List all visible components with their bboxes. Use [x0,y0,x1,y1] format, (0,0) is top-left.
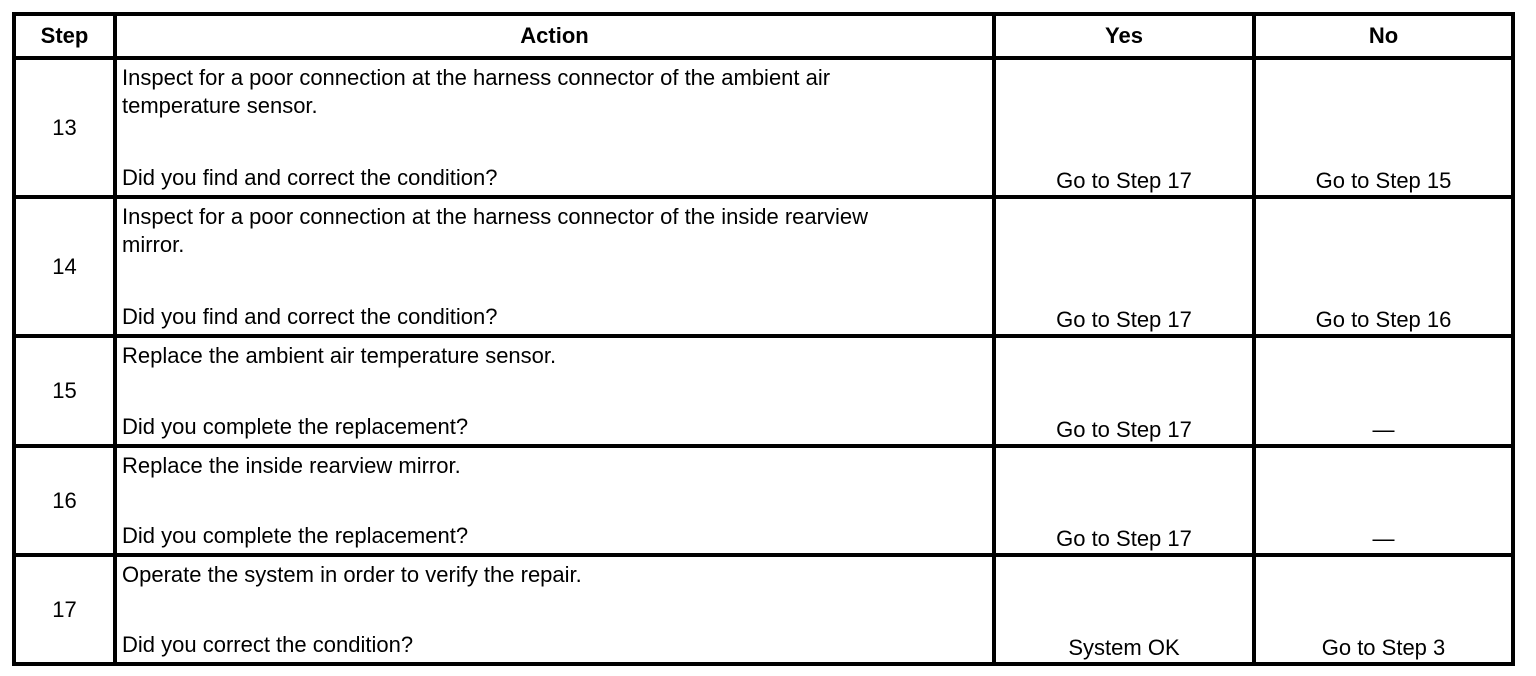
yes-result: Go to Step 17 [994,446,1254,555]
table-row [14,197,1513,336]
action-instruction: Inspect for a poor connection at the harness connector of the inside rearview mirror. [122,204,868,257]
action-cell [115,555,994,664]
step-number: 14 [14,197,115,336]
yes-result: Go to Step 17 [994,197,1254,336]
diagnostic-table [12,12,1515,666]
action-question: Did you correct the condition? [122,632,414,657]
action-instruction: Replace the ambient air temperature sensor. [122,343,557,368]
yes-result: Go to Step 17 [994,336,1254,446]
no-result: — [1254,336,1513,446]
step-number: 15 [14,336,115,446]
action-instruction: Operate the system in order to verify the repair. [122,562,582,587]
action-question: Did you complete the replacement? [122,414,469,439]
step-number: 17 [14,555,115,664]
action-instruction: Inspect for a poor connection at the harness connector of the ambient air temperature sensor. [122,65,831,118]
header-row [14,14,1513,58]
no-result: Go to Step 15 [1254,58,1513,197]
table-row [14,336,1513,446]
action-question: Did you find and correct the condition? [122,165,498,190]
table-row [14,555,1513,664]
table-row [14,58,1513,197]
action-question: Did you complete the replacement? [122,523,469,548]
header-no: No [1254,14,1513,58]
step-number: 16 [14,446,115,555]
no-result: — [1254,446,1513,555]
yes-result: Go to Step 17 [994,58,1254,197]
yes-result: System OK [994,555,1254,664]
action-cell [115,197,994,336]
header-step: Step [14,14,115,58]
action-cell [115,336,994,446]
action-question: Did you find and correct the condition? [122,304,498,329]
action-cell [115,446,994,555]
action-cell [115,58,994,197]
no-result: Go to Step 16 [1254,197,1513,336]
table-row [14,446,1513,555]
header-action: Action [115,14,994,58]
no-result: Go to Step 3 [1254,555,1513,664]
step-number: 13 [14,58,115,197]
action-instruction: Replace the inside rearview mirror. [122,453,461,478]
header-yes: Yes [994,14,1254,58]
